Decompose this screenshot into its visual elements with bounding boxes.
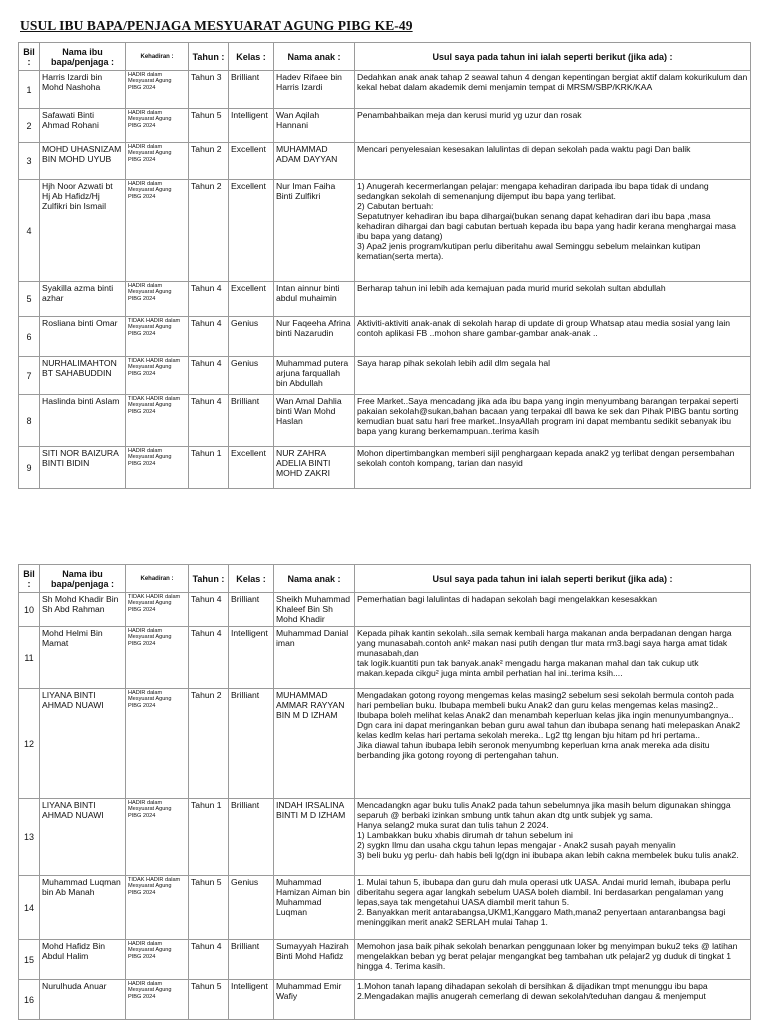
header-nama: Nama ibu bapa/penjaga : bbox=[40, 43, 126, 71]
attendance-cell: HADIR dalam Mesyuarat Agung PIBG 2024 bbox=[126, 109, 189, 143]
class-cell: Brilliant bbox=[229, 689, 274, 799]
attendance-cell: TIDAK HADIR dalam Mesyuarat Agung PIBG 2024 bbox=[126, 876, 189, 940]
year-cell: Tahun 4 bbox=[189, 317, 229, 357]
header-kelas: Kelas : bbox=[229, 43, 274, 71]
class-cell: Genius bbox=[229, 876, 274, 940]
child-name-cell: Muhammad Danial iman bbox=[274, 627, 355, 689]
parent-name-cell: Hjh Noor Azwati bt Hj Ab Hafidz/Hj Zulfikri bin Ismail bbox=[40, 180, 126, 282]
attendance-cell: HADIR dalam Mesyuarat Agung PIBG 2024 bbox=[126, 180, 189, 282]
row-number: 11 bbox=[19, 627, 40, 689]
row-number: 7 bbox=[19, 357, 40, 395]
year-cell: Tahun 3 bbox=[189, 71, 229, 109]
attendance-cell: TIDAK HADIR dalam Mesyuarat Agung PIBG 2024 bbox=[126, 593, 189, 627]
child-name-cell: Nur Iman Faiha Binti Zulfikri bbox=[274, 180, 355, 282]
child-name-cell: Muhammad Emir Wafiy bbox=[274, 980, 355, 1020]
row-number: 8 bbox=[19, 395, 40, 447]
proposal-cell: Mencadangkn agar buku tulis Anak2 pada tahun sebelumnya jika masih belum digunakan shingga separuh @ berbaki izinkan smbung untk tahun akan dtg untk subjek yg sama. Hanya selang2 muka surat dan tulis tahun 2 2024. 1) Lambakkan buku xhabis dirumah dr tahun sebelum ini 2) sygkn Ilmu dan usaha ckgu tahun lepas mengajar - Anak2 susah payah menyalin 3) beli buku yg perlu- dah habis beli lg(dgn ini ibubapa akan lebih cakna membelek buku tulis anak2. bbox=[355, 799, 751, 876]
class-cell: Intelligent bbox=[229, 627, 274, 689]
row-number: 3 bbox=[19, 143, 40, 180]
table-row bbox=[19, 593, 751, 627]
child-name-cell: MUHAMMAD ADAM DAYYAN bbox=[274, 143, 355, 180]
parent-name-cell: Rosliana binti Omar bbox=[40, 317, 126, 357]
table-row bbox=[19, 282, 751, 317]
child-name-cell: MUHAMMAD AMMAR RAYYAN BIN M D IZHAM bbox=[274, 689, 355, 799]
proposal-cell: Penambahbaikan meja dan kerusi murid yg uzur dan rosak bbox=[355, 109, 751, 143]
parent-name-cell: NURHALIMAHTON BT SAHABUDDIN bbox=[40, 357, 126, 395]
header-tahun: Tahun : bbox=[189, 43, 229, 71]
table-row bbox=[19, 143, 751, 180]
table-row bbox=[19, 980, 751, 1020]
table-row bbox=[19, 876, 751, 940]
usul-table-page-2 bbox=[18, 564, 751, 1020]
year-cell: Tahun 4 bbox=[189, 593, 229, 627]
row-number: 16 bbox=[19, 980, 40, 1020]
table-row bbox=[19, 71, 751, 109]
class-cell: Brilliant bbox=[229, 799, 274, 876]
parent-name-cell: Haslinda binti Aslam bbox=[40, 395, 126, 447]
child-name-cell: Muhammad Hamizan Aiman bin Muhammad Luqman bbox=[274, 876, 355, 940]
class-cell: Excellent bbox=[229, 143, 274, 180]
child-name-cell: Muhammad putera arjuna farquallah bin Abdullah bbox=[274, 357, 355, 395]
year-cell: Tahun 4 bbox=[189, 940, 229, 980]
year-cell: Tahun 1 bbox=[189, 447, 229, 489]
table-row bbox=[19, 689, 751, 799]
proposal-cell: 1. Mulai tahun 5, ibubapa dan guru dah mula operasi utk UASA. Andai murid lemah, ibubapa perlu diberitahu segera agar langkah sebelum UASA boleh diambil. Ini berdasarkan pengalaman yang lepas,saya tak mengetahui UASA diambil merit tahun 5. 2. Banyakkan merit antarabangsa,UKM1,Kanggaro Math,mana2 penyertaan antaranbangsa bagi meninggikan merit anak2 SERLAH mulai Tahap 1. bbox=[355, 876, 751, 940]
row-number: 14 bbox=[19, 876, 40, 940]
row-number: 4 bbox=[19, 180, 40, 282]
year-cell: Tahun 4 bbox=[189, 282, 229, 317]
child-name-cell: Hadev Rifaee bin Harris Izardi bbox=[274, 71, 355, 109]
table-row bbox=[19, 109, 751, 143]
attendance-cell: HADIR dalam Mesyuarat Agung PIBG 2024 bbox=[126, 447, 189, 489]
table-row bbox=[19, 447, 751, 489]
child-name-cell: NUR ZAHRA ADELIA BINTI MOHD ZAKRI bbox=[274, 447, 355, 489]
child-name-cell: Sheikh Muhammad Khaleef Bin Sh Mohd Khadir bbox=[274, 593, 355, 627]
parent-name-cell: Harris Izardi bin Mohd Nashoha bbox=[40, 71, 126, 109]
row-number: 9 bbox=[19, 447, 40, 489]
proposal-cell: Mohon dipertimbangkan memberi sijil penghargaan kepada anak2 yg terlibat dengan persembahan sekolah contoh kompang, tarian dan nasyid bbox=[355, 447, 751, 489]
class-cell: Brilliant bbox=[229, 940, 274, 980]
proposal-cell: 1.Mohon tanah lapang dihadapan sekolah di bersihkan & dijadikan tmpt menunggu ibu bapa 2.Mengadakan majlis anugerah cemerlang di dewan sekolah/teduhan dangau & menjemput bbox=[355, 980, 751, 1020]
document-title: USUL IBU BAPA/PENJAGA MESYUARAT AGUNG PIBG KE-49 bbox=[20, 18, 413, 33]
parent-name-cell: MOHD UHASNIZAM BIN MOHD UYUB bbox=[40, 143, 126, 180]
parent-name-cell: Mohd Helmi Bin Mamat bbox=[40, 627, 126, 689]
year-cell: Tahun 1 bbox=[189, 799, 229, 876]
parent-name-cell: Sh Mohd Khadir Bin Sh Abd Rahman bbox=[40, 593, 126, 627]
class-cell: Excellent bbox=[229, 282, 274, 317]
child-name-cell: Wan Amal Dahlia binti Wan Mohd Haslan bbox=[274, 395, 355, 447]
header-bil: Bil : bbox=[19, 565, 40, 593]
row-number: 10 bbox=[19, 593, 40, 627]
header-usul: Usul saya pada tahun ini ialah seperti berikut (jika ada) : bbox=[355, 565, 751, 593]
table-row bbox=[19, 940, 751, 980]
year-cell: Tahun 2 bbox=[189, 143, 229, 180]
parent-name-cell: Muhammad Luqman bin Ab Manah bbox=[40, 876, 126, 940]
year-cell: Tahun 4 bbox=[189, 395, 229, 447]
class-cell: Genius bbox=[229, 357, 274, 395]
year-cell: Tahun 5 bbox=[189, 876, 229, 940]
year-cell: Tahun 4 bbox=[189, 627, 229, 689]
child-name-cell: Sumayyah Hazirah Binti Mohd Hafidz bbox=[274, 940, 355, 980]
proposal-cell: Mengadakan gotong royong mengemas kelas masing2 sebelum sesi sekolah bermula contoh pada hari pembelian buku. Ibubapa membeli buku Anak2 dan guru kelas mengemas kelas masing2.. Ibubapa boleh melihat kelas Anak2 dan menambah keperluan kelas jika ingin menunyumbangnya.. Dgn cara ini dapat meringankan beban guru awal tahun dan ibubapa senang hati melepaskan Anak2 kelas kedlm kelas hari pertama sekolah mereka.. Lg2 ttg lengan bju hitam pd hri pertama.. Jika diawal tahun ibubapa lebih seronok menyumbng keperluan krna anak mereka ada disitu berbanding jika gotong royong di pertengahan tahun. bbox=[355, 689, 751, 799]
row-number: 12 bbox=[19, 689, 40, 799]
table-row bbox=[19, 317, 751, 357]
attendance-cell: HADIR dalam Mesyuarat Agung PIBG 2024 bbox=[126, 71, 189, 109]
parent-name-cell: Mohd Hafidz Bin Abdul Halim bbox=[40, 940, 126, 980]
table-row bbox=[19, 357, 751, 395]
row-number: 1 bbox=[19, 71, 40, 109]
attendance-cell: HADIR dalam Mesyuarat Agung PIBG 2024 bbox=[126, 799, 189, 876]
class-cell: Excellent bbox=[229, 447, 274, 489]
proposal-cell: Pemerhatian bagi lalulintas di hadapan sekolah bagi mengelakkan kesesakkan bbox=[355, 593, 751, 627]
table-row bbox=[19, 395, 751, 447]
child-name-cell: Intan ainnur binti abdul muhaimin bbox=[274, 282, 355, 317]
attendance-cell: HADIR dalam Mesyuarat Agung PIBG 2024 bbox=[126, 627, 189, 689]
proposal-cell: Saya harap pihak sekolah lebih adil dlm segala hal bbox=[355, 357, 751, 395]
attendance-cell: TIDAK HADIR dalam Mesyuarat Agung PIBG 2024 bbox=[126, 317, 189, 357]
header-anak: Nama anak : bbox=[274, 565, 355, 593]
class-cell: Brilliant bbox=[229, 395, 274, 447]
proposal-cell: Free Market..Saya mencadang jika ada ibu bapa yang ingin menyumbang barangan terpakai seperti pakaian sekolah@sukan,bahan bacaan yang terpakai dll bawa ke sek dan Pihak PIBG bantu sorting kemudian buat satu hari free market..InsyaAllah program ini dapat membantu sedikit sebanyak ibu bapa yang kurang berkemampuan..terima kasih bbox=[355, 395, 751, 447]
parent-name-cell: LIYANA BINTI AHMAD NUAWI bbox=[40, 689, 126, 799]
header-bil: Bil : bbox=[19, 43, 40, 71]
proposal-cell: Dedahkan anak anak tahap 2 seawal tahun 4 dengan kepentingan bergiat aktif dalam kokurikulum dan kekal hebat dalam akademik demi menjamin tempat di MRSM/SBP/KRK/KAA bbox=[355, 71, 751, 109]
proposal-cell: Kepada pihak kantin sekolah..sila semak kembali harga makanan anda berpadanan dengan harga yang munasabah.contoh ank² makan nasi putih dengan tlur mata rm3.bagi saya harga amat tidak munasabah,dan tak logik.kuantiti pun tak banyak.anak² mengadu harga makanan mahal dan tak cukup utk makan.kepada cikgu² juga minta ambil perhatian hal ini..terima ksih.... bbox=[355, 627, 751, 689]
header-row bbox=[19, 43, 751, 71]
header-row bbox=[19, 565, 751, 593]
child-name-cell: Nur Faqeeha Afrina binti Nazarudin bbox=[274, 317, 355, 357]
parent-name-cell: LIYANA BINTI AHMAD NUAWI bbox=[40, 799, 126, 876]
parent-name-cell: Safawati Binti Ahmad Rohani bbox=[40, 109, 126, 143]
class-cell: Intelligent bbox=[229, 980, 274, 1020]
attendance-cell: TIDAK HADIR dalam Mesyuarat Agung PIBG 2024 bbox=[126, 357, 189, 395]
proposal-cell: Aktiviti-aktiviti anak-anak di sekolah harap di update di group Whatsap atau media sosial yang lain contoh aplikasi FB ..mohon share gambar-gambar anak-anak .. bbox=[355, 317, 751, 357]
class-cell: Excellent bbox=[229, 180, 274, 282]
header-usul: Usul saya pada tahun ini ialah seperti berikut (jika ada) : bbox=[355, 43, 751, 71]
year-cell: Tahun 4 bbox=[189, 357, 229, 395]
table-body bbox=[19, 71, 751, 489]
row-number: 2 bbox=[19, 109, 40, 143]
header-nama: Nama ibu bapa/penjaga : bbox=[40, 565, 126, 593]
year-cell: Tahun 5 bbox=[189, 980, 229, 1020]
row-number: 5 bbox=[19, 282, 40, 317]
year-cell: Tahun 2 bbox=[189, 689, 229, 799]
class-cell: Brilliant bbox=[229, 71, 274, 109]
class-cell: Genius bbox=[229, 317, 274, 357]
parent-name-cell: Nurulhuda Anuar bbox=[40, 980, 126, 1020]
table-row bbox=[19, 180, 751, 282]
header-kehadiran: Kehadiran : bbox=[126, 43, 189, 71]
proposal-cell: Mencari penyelesaian kesesakan lalulintas di depan sekolah pada waktu pagi Dan balik bbox=[355, 143, 751, 180]
row-number: 13 bbox=[19, 799, 40, 876]
row-number: 6 bbox=[19, 317, 40, 357]
table-row bbox=[19, 799, 751, 876]
child-name-cell: Wan Aqilah Hannani bbox=[274, 109, 355, 143]
class-cell: Intelligent bbox=[229, 109, 274, 143]
header-kehadiran: Kehadiran : bbox=[126, 565, 189, 593]
year-cell: Tahun 5 bbox=[189, 109, 229, 143]
proposal-cell: 1) Anugerah kecermerlangan pelajar: mengapa kehadiran daripada ibu bapa tidak di undang sedangkan sekolah di semenanjung dijemput ibu bapa yang terlibat. 2) Cabutan bertuah: Sepatutnyer kehadiran ibu bapa dihargai(bukan senang dapat kehadiran dari ibu bapa ,masa kehadiran dihargai dan bagi cabutan bertuah kepada ibu bapa yang hadir kerana menghargai masa ibu bapa yang datang) 3) Apa2 jenis program/kutipan perlu diberitahu awal Seminggu sebelum melainkan kutipan kematian(serta merta). bbox=[355, 180, 751, 282]
parent-name-cell: SITI NOR BAIZURA BINTI BIDIN bbox=[40, 447, 126, 489]
attendance-cell: HADIR dalam Mesyuarat Agung PIBG 2024 bbox=[126, 689, 189, 799]
header-anak: Nama anak : bbox=[274, 43, 355, 71]
table-body bbox=[19, 593, 751, 1020]
year-cell: Tahun 2 bbox=[189, 180, 229, 282]
attendance-cell: TIDAK HADIR dalam Mesyuarat Agung PIBG 2024 bbox=[126, 395, 189, 447]
class-cell: Brilliant bbox=[229, 593, 274, 627]
table-row bbox=[19, 627, 751, 689]
header-kelas: Kelas : bbox=[229, 565, 274, 593]
attendance-cell: HADIR dalam Mesyuarat Agung PIBG 2024 bbox=[126, 980, 189, 1020]
attendance-cell: HADIR dalam Mesyuarat Agung PIBG 2024 bbox=[126, 282, 189, 317]
parent-name-cell: Syakilla azma binti azhar bbox=[40, 282, 126, 317]
proposal-cell: Memohon jasa baik pihak sekolah benarkan penggunaan loker bg menyimpan buku2 teks @ latihan mengelakkan beban yg berat pelajar mengangkat beg tambahan utk pelajar2 yg duduk di tingkat 1 hingga 4. Terima kasih. bbox=[355, 940, 751, 980]
child-name-cell: INDAH IRSALINA BINTI M D IZHAM bbox=[274, 799, 355, 876]
row-number: 15 bbox=[19, 940, 40, 980]
attendance-cell: HADIR dalam Mesyuarat Agung PIBG 2024 bbox=[126, 143, 189, 180]
header-tahun: Tahun : bbox=[189, 565, 229, 593]
usul-table-page-1 bbox=[18, 42, 751, 489]
proposal-cell: Berharap tahun ini lebih ada kemajuan pada murid murid sekolah sultan abdullah bbox=[355, 282, 751, 317]
attendance-cell: HADIR dalam Mesyuarat Agung PIBG 2024 bbox=[126, 940, 189, 980]
